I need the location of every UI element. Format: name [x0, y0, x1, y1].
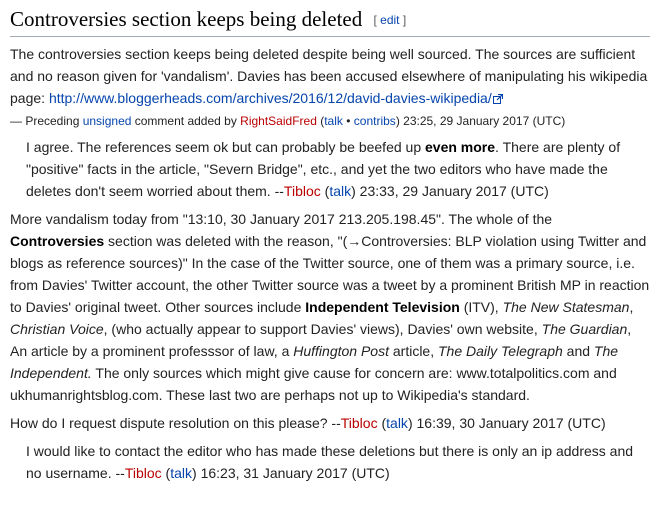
timestamp: ) 23:25, 29 January 2017 (UTC)	[395, 114, 566, 128]
comment-contact-editor: I would like to contact the editor who has made these deletions but there is only an ip address and no username. --Tibloc (talk) 16:23, 31 January 2017 (UTC)	[26, 443, 634, 481]
unsigned-signature	[10, 112, 650, 130]
italic-text: Huffington Post	[293, 343, 389, 359]
text: (ITV),	[459, 299, 503, 315]
italic-text: The Daily Telegraph	[438, 343, 563, 359]
text: , (who actually appear to support Davies' views), Davies' own website,	[103, 321, 542, 337]
talk-link[interactable]: talk	[324, 114, 343, 128]
text: article,	[388, 343, 438, 359]
unsigned-link[interactable]: unsigned	[82, 114, 132, 128]
edit-bracket-open: [	[373, 13, 381, 27]
contribs-link[interactable]: contribs	[353, 114, 396, 128]
paren-open: (	[316, 114, 325, 128]
bullet-separator: •	[342, 114, 354, 128]
text: and	[562, 343, 594, 359]
user-link-tibloc[interactable]: Tibloc	[340, 415, 378, 431]
external-link-icon	[493, 94, 503, 104]
comment-text: I would like to contact the editor who has made these deletions but there is only an ip address and no username. --	[26, 443, 634, 481]
user-link-tibloc[interactable]: Tibloc	[283, 183, 321, 199]
comment-dispute-resolution: How do I request dispute resolution on this please? --Tibloc (talk) 16:39, 30 January 2017 (UTC)	[10, 415, 606, 431]
comment-rightsaidfred	[10, 43, 650, 109]
talk-link[interactable]: talk	[170, 465, 193, 481]
text: The only sources which might give cause for concern are: www.totalpolitics.com and ukhumanrightsblog.com. These last two are perhaps not up to Wikipedia's standard.	[10, 365, 617, 403]
timestamp: 16:23, 31 January 2017 (UTC)	[196, 465, 390, 481]
italic-text: Christian Voice	[10, 321, 104, 337]
sig-prefix: — Preceding	[10, 114, 83, 128]
comment-text: The controversies section keeps being deleted despite being well sourced. The sources are sufficient and no reason given for 'vandalism'. Davies has been accused elsewhere of manipulating his wikipedia page:	[10, 46, 648, 106]
text: ,	[629, 299, 634, 315]
talk-link[interactable]: talk	[329, 183, 352, 199]
sig-mid: comment added by	[131, 114, 241, 128]
user-link-rightsaidfred[interactable]: RightSaidFred	[240, 114, 317, 128]
bold-text: Independent Television	[305, 299, 460, 315]
comment-more-vandalism	[10, 208, 650, 406]
text: More vandalism today from "13:10, 30 January 2017 213.205.198.45". The whole of the	[10, 211, 553, 227]
edit-bracket-close: ]	[399, 13, 407, 27]
talk-link[interactable]: talk	[386, 415, 408, 431]
edit-section	[373, 13, 406, 27]
edit-section-link[interactable]: edit	[380, 13, 400, 27]
italic-text: The Independent.	[10, 343, 619, 381]
timestamp: 23:33, 29 January 2017 (UTC)	[355, 183, 549, 199]
comment-tibloc-reply: I agree. The references seem ok but can probably be beefed up even more. There are plenty of "positive" facts in the article, "Severn Bridge", etc., and yet the two editors who have made the deletes don't seem worried about them. --Tibloc (talk) 23:33, 29 January 2017 (UTC)	[26, 139, 621, 199]
comment-text: . There are plenty of "positive" facts in the article, "Severn Bridge", etc., and yet the two editors who have made the deletes don't seem worried about them. --	[26, 139, 621, 199]
text: section was deleted with the reason, "(→Controversies: BLP violation using Twitter and blogs as reference sources)" In the case of the Twitter source, one of them was a primary source, i.e. from Davies' Twitter account, the other Twitter source was a tweet by a prominent British MP in reaction to Davies' original tweet. Other sources include	[10, 233, 650, 315]
external-link[interactable]: http://www.bloggerheads.com/archives/2016/12/david-davies-wikipedia/	[48, 90, 492, 106]
section-title: Controversies section keeps being deleted	[10, 7, 363, 31]
comment-text: How do I request dispute resolution on this please? --	[10, 415, 341, 431]
user-link-tibloc[interactable]: Tibloc	[124, 465, 162, 481]
text: , An article by a prominent professsor of law, a	[10, 321, 632, 359]
section-heading	[10, 6, 650, 37]
timestamp: 16:39, 30 January 2017 (UTC)	[412, 415, 606, 431]
talk-page-content	[10, 0, 650, 484]
bold-text: even more	[425, 139, 496, 155]
italic-text: The New Statesman	[502, 299, 630, 315]
comment-text: I agree. The references seem ok but can probably be beefed up	[26, 139, 425, 155]
italic-text: The Guardian	[541, 321, 628, 337]
bold-text: Controversies	[10, 233, 105, 249]
